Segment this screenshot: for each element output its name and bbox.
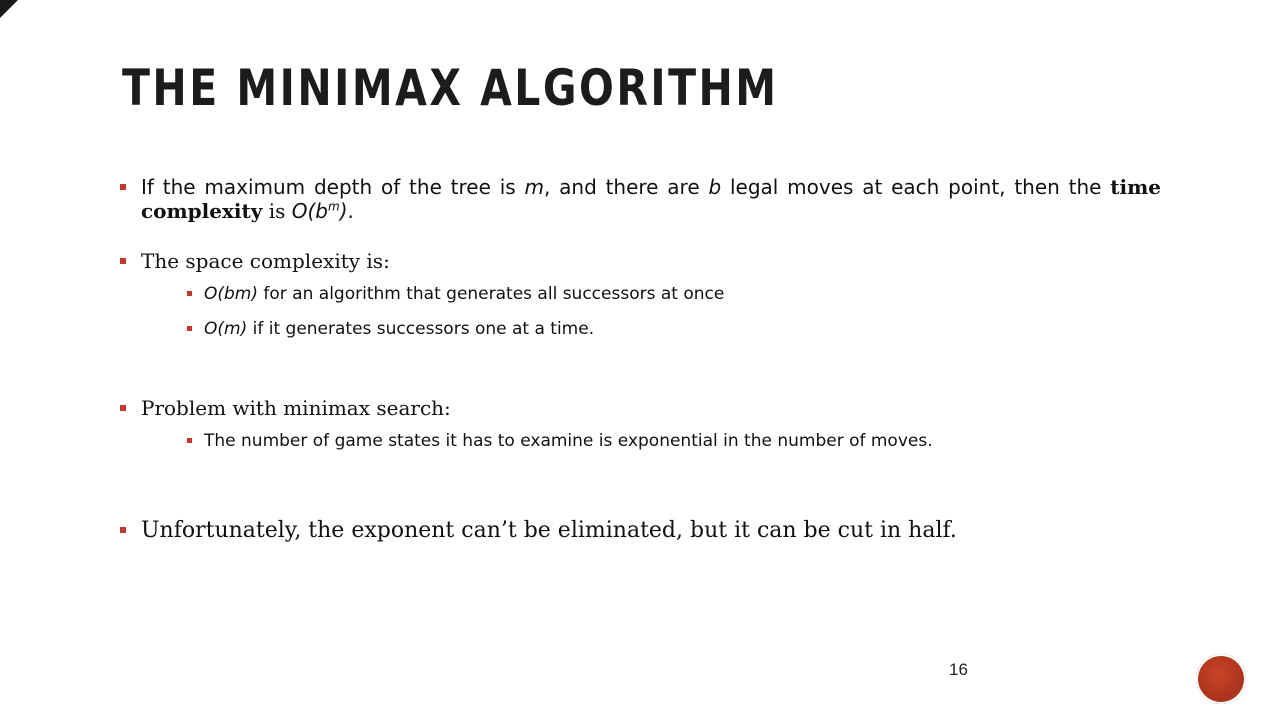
logo-icon [1196, 654, 1246, 704]
complexity-expression: O(bm) [204, 284, 258, 304]
page-number: 16 [949, 660, 968, 679]
sub-bullet-one-at-a-time [204, 318, 594, 340]
bullet-text: If the maximum depth of the tree is [141, 175, 525, 199]
bullet-text: is [262, 199, 292, 223]
exponent: m [328, 199, 340, 214]
slide-title: THE MINIMAX ALGORITHM [122, 59, 779, 117]
variable-m: m [524, 175, 544, 199]
bullet-unfortunately: Unfortunately, the exponent can’t be eliminated, but it can be cut in half. [141, 518, 1161, 544]
complexity-expression: O(m) [204, 319, 248, 339]
sub-bullet-text: if it generates successors one at a time. [247, 319, 595, 339]
bullet-text: . [347, 199, 354, 223]
bold-term: time complexity [141, 175, 1161, 223]
sub-bullet-exponential: The number of game states it has to examine is exponential in the number of moves. [204, 431, 933, 451]
variable-b: b [708, 175, 722, 199]
bullet-time-complexity [141, 175, 1161, 223]
complexity-expression: O(b [291, 199, 328, 223]
bullet-text: , and there are [543, 175, 709, 199]
sub-bullet-all-successors [204, 283, 724, 305]
bullet-problem: Problem with minimax search: [141, 396, 1161, 420]
bullet-space-complexity: The space complexity is: [141, 249, 1161, 273]
complexity-expression-close: ) [339, 199, 348, 223]
sub-bullet-text: for an algorithm that generates all successors at once [258, 284, 725, 304]
bullet-text: legal moves at each point, then the [721, 175, 1111, 199]
